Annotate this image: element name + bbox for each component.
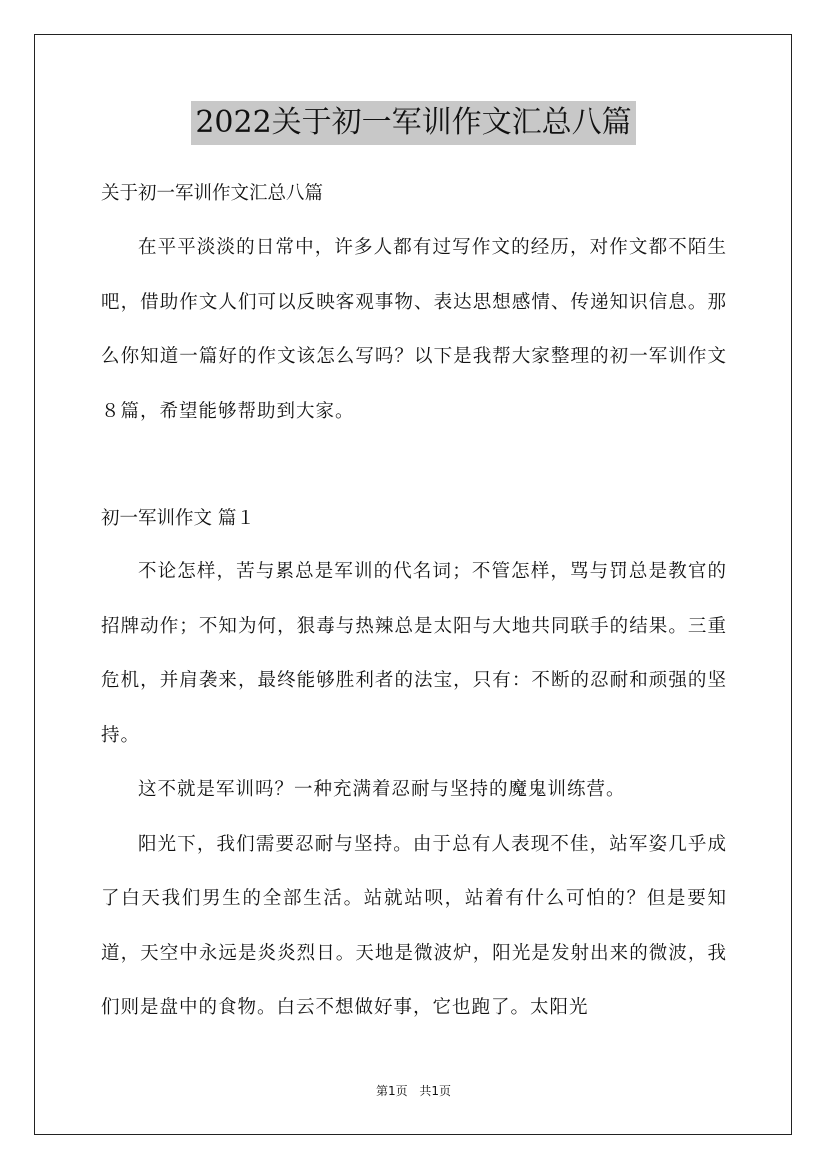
body-paragraph: 不论怎样，苦与累总是军训的代名词；不管怎样，骂与罚总是教官的招牌动作；不知为何，狠毒与热辣总是太阳与大地共同联手的结果。三重危机，并肩袭来，最终能够胜利者的法宝，只有：不断的忍耐和顽强的坚持。 — [101, 561, 727, 746]
page-total: 共1页 — [419, 1084, 452, 1098]
document-title: 2022关于初一军训作文汇总八篇 — [191, 101, 635, 145]
page-number: 第1页 — [375, 1084, 408, 1098]
intro-paragraph: 在平平淡淡的日常中，许多人都有过写作文的经历，对作文都不陌生吧，借助作文人们可以反映客观事物、表达思想感情、传递知识信息。那么你知道一篇好的作文该怎么写吗？以下是我帮大家整理的初一军训作文８篇，希望能够帮助到大家。 — [101, 237, 727, 422]
section-body — [101, 545, 727, 1036]
title-container — [0, 101, 827, 145]
body-paragraph: 这不就是军训吗？一种充满着忍耐与坚持的魔鬼训练营。 — [138, 779, 626, 800]
body-paragraph: 阳光下，我们需要忍耐与坚持。由于总有人表现不佳，站军姿几乎成了白天我们男生的全部生活。站就站呗，站着有什么可怕的？但是要知道，天空中永远是炎炎烈日。天地是微波炉，阳光是发射出来的微波，我们则是盘中的食物。白云不想做好事，它也跑了。太阳光 — [101, 833, 727, 1018]
page-footer — [0, 1082, 827, 1099]
section-heading: 初一军训作文 篇１ — [101, 508, 255, 529]
document-subtitle: 关于初一军训作文汇总八篇 — [101, 183, 324, 204]
